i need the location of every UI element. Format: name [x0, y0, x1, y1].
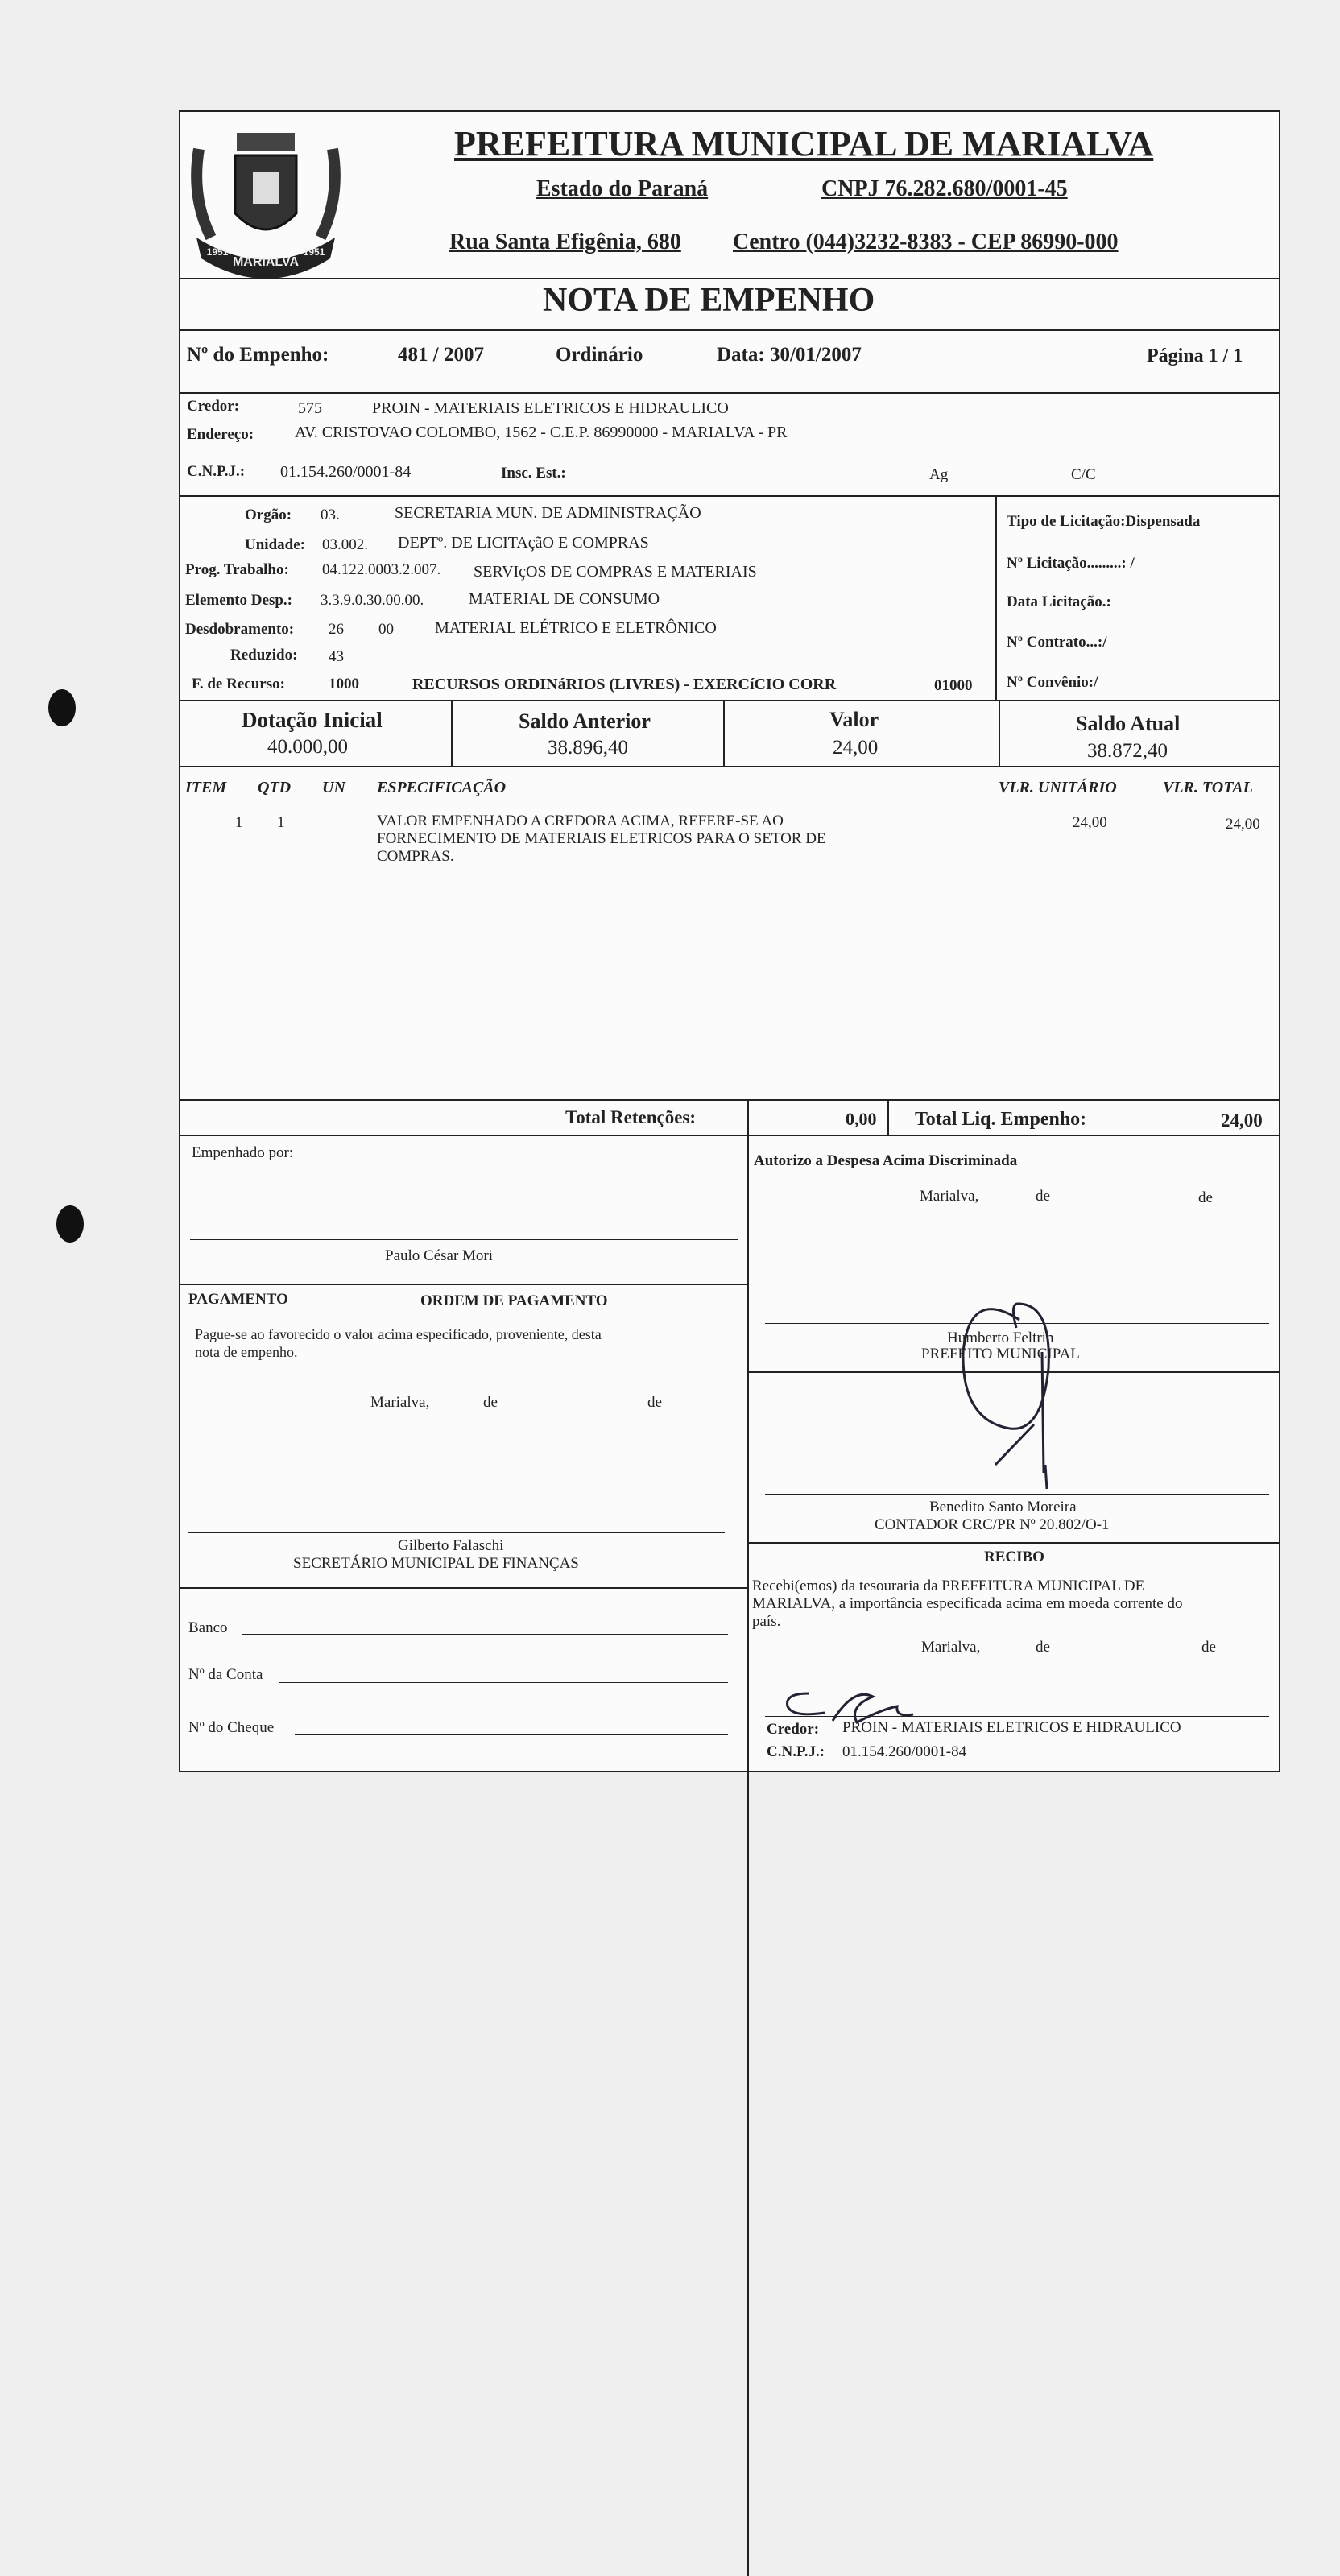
item-number: 1: [235, 814, 243, 831]
empenho-number: 481 / 2007: [398, 344, 484, 366]
elemento-label: Elemento Desp.:: [185, 592, 292, 609]
recurso-code: 1000: [329, 676, 359, 693]
item-vlr-total: 24,00: [1226, 816, 1260, 833]
licitacao-convenio: Nº Convênio:/: [1007, 674, 1098, 691]
recibo-line2: MARIALVA, a importância especificada acima em moeda corrente do: [752, 1595, 1183, 1612]
unidade-label: Unidade:: [245, 536, 305, 553]
prog-name: SERVIçOS DE COMPRAS E MATERIAIS: [474, 563, 757, 581]
conta-label: Nº da Conta: [188, 1666, 263, 1683]
autorizo-de2: de: [1198, 1189, 1213, 1206]
autorizo-de1: de: [1036, 1188, 1050, 1205]
desdobramento-name: MATERIAL ELÉTRICO E ELETRÔNICO: [435, 619, 717, 637]
reduzido-value: 43: [329, 648, 344, 665]
cheque-field[interactable]: [295, 1734, 728, 1735]
empenhado-label: Empenhado por:: [192, 1144, 294, 1161]
saldo-anterior-value: 38.896,40: [548, 737, 628, 759]
saldo-atual-value: 38.872,40: [1087, 740, 1168, 762]
punch-hole-bottom: [56, 1205, 84, 1243]
item-desc-line3: COMPRAS.: [377, 848, 454, 865]
cheque-label: Nº do Cheque: [188, 1719, 275, 1736]
empenho-label: Nº do Empenho:: [187, 344, 329, 366]
col-vlr-unitario: VLR. UNITÁRIO: [999, 779, 1117, 796]
recibo-cnpj-label: C.N.P.J.:: [767, 1743, 825, 1760]
recibo-line3: país.: [752, 1613, 781, 1630]
credor-name: PROIN - MATERIAIS ELETRICOS E HIDRAULICO: [372, 399, 729, 417]
recibo-cnpj-value: 01.154.260/0001-84: [842, 1743, 967, 1760]
saldo-atual-label: Saldo Atual: [1076, 712, 1181, 735]
recibo-de1: de: [1036, 1639, 1050, 1656]
dotacao-label: Dotação Inicial: [242, 708, 383, 732]
recurso-number: 01000: [934, 677, 973, 694]
prog-code: 04.122.0003.2.007.: [322, 561, 441, 578]
desdobramento-code: 26: [329, 621, 344, 638]
licitacao-data: Data Licitação.:: [1007, 593, 1111, 610]
item-desc-line2: FORNECIMENTO DE MATERIAIS ELETRICOS PARA O SETOR DE: [377, 830, 826, 847]
autorizo-place: Marialva,: [920, 1188, 979, 1205]
recibo-title: RECIBO: [984, 1548, 1044, 1565]
unidade-name: DEPTº. DE LICITAçãO E COMPRAS: [398, 534, 649, 552]
cc-label: C/C: [1071, 466, 1096, 483]
col-item: ITEM: [185, 779, 227, 796]
prefeito-name: Humberto Feltrin: [947, 1329, 1054, 1346]
credor-code: 575: [298, 399, 322, 417]
secretario-role: SECRETÁRIO MUNICIPAL DE FINANÇAS: [293, 1555, 579, 1572]
crest-banner: MARIALVA: [232, 255, 300, 269]
valor-label: Valor: [829, 708, 879, 731]
document-title: NOTA DE EMPENHO: [543, 282, 875, 319]
desdobramento-label: Desdobramento:: [185, 621, 295, 638]
autorizo-title: Autorizo a Despesa Acima Discriminada: [754, 1152, 1018, 1169]
item-vlr-unitario: 24,00: [1073, 814, 1107, 831]
prefeitura-street: Rua Santa Efigênia, 680: [449, 229, 681, 254]
pagamento-place: Marialva,: [370, 1394, 430, 1411]
recurso-label: F. de Recurso:: [192, 676, 285, 693]
empenho-date: Data: 30/01/2007: [717, 344, 862, 366]
credor-cnpj-value: 01.154.260/0001-84: [280, 463, 412, 481]
municipal-crest-icon: [187, 117, 345, 286]
orgao-code: 03.: [321, 507, 340, 523]
recibo-credor-value: PROIN - MATERIAIS ELETRICOS E HIDRAULICO: [842, 1719, 1181, 1736]
prog-label: Prog. Trabalho:: [185, 561, 289, 578]
crest-year-right: 1951: [303, 246, 325, 258]
punch-hole-top: [48, 689, 76, 726]
banco-field[interactable]: [242, 1634, 728, 1635]
col-un: UN: [322, 779, 345, 796]
desdobramento-sub: 00: [378, 621, 394, 638]
pagamento-text-line2: nota de empenho.: [195, 1344, 298, 1360]
endereco-label: Endereço:: [187, 426, 254, 443]
orgao-label: Orgão:: [245, 507, 292, 523]
reduzido-label: Reduzido:: [230, 647, 298, 664]
conta-field[interactable]: [279, 1682, 728, 1683]
licitacao-tipo: Tipo de Licitação:Dispensada: [1007, 513, 1201, 530]
contador-role: CONTADOR CRC/PR Nº 20.802/O-1: [875, 1516, 1110, 1533]
pagamento-label: PAGAMENTO: [188, 1291, 288, 1308]
prefeitura-title: PREFEITURA MUNICIPAL DE MARIALVA: [454, 124, 1154, 163]
page-number: Página 1 / 1: [1147, 345, 1243, 366]
retencoes-label: Total Retenções:: [565, 1107, 697, 1127]
licitacao-numero: Nº Licitação.........: /: [1007, 555, 1135, 572]
secretario-name: Gilberto Falaschi: [398, 1537, 504, 1554]
credor-label: Credor:: [187, 398, 240, 415]
pagamento-de2: de: [647, 1394, 662, 1411]
liquido-value: 24,00: [1221, 1110, 1263, 1131]
prefeitura-cnpj: CNPJ 76.282.680/0001-45: [821, 176, 1068, 201]
prefeitura-address: Centro (044)3232-8383 - CEP 86990-000: [733, 229, 1119, 254]
pagamento-de1: de: [483, 1394, 498, 1411]
ordem-pagamento-label: ORDEM DE PAGAMENTO: [420, 1292, 608, 1309]
prefeito-role: PREFEITO MUNICIPAL: [921, 1346, 1080, 1362]
banco-label: Banco: [188, 1619, 228, 1636]
saldo-anterior-label: Saldo Anterior: [519, 709, 651, 733]
ag-label: Ag: [929, 466, 949, 483]
valor-value: 24,00: [833, 737, 879, 759]
elemento-name: MATERIAL DE CONSUMO: [469, 590, 660, 608]
col-vlr-total: VLR. TOTAL: [1163, 779, 1253, 796]
col-qtd: QTD: [258, 779, 292, 796]
crest-year-left: 1951: [206, 246, 229, 258]
endereco-value: AV. CRISTOVAO COLOMBO, 1562 - C.E.P. 86990000 - MARIALVA - PR: [295, 424, 788, 441]
item-desc-line1: VALOR EMPENHADO A CREDORA ACIMA, REFERE-SE AO: [377, 812, 784, 829]
orgao-name: SECRETARIA MUN. DE ADMINISTRAÇÃO: [395, 504, 701, 522]
licitacao-contrato: Nº Contrato...:/: [1007, 634, 1107, 651]
empenho-type: Ordinário: [556, 344, 643, 366]
item-qtd: 1: [277, 814, 285, 831]
liquido-label: Total Liq. Empenho:: [915, 1109, 1087, 1130]
retencoes-value: 0,00: [846, 1109, 877, 1129]
elemento-code: 3.3.9.0.30.00.00.: [321, 592, 424, 609]
recibo-line1: Recebi(emos) da tesouraria da PREFEITURA MUNICIPAL DE: [752, 1577, 1145, 1594]
col-especificacao: ESPECIFICAÇÃO: [377, 779, 507, 796]
unidade-code: 03.002.: [322, 536, 368, 553]
empenhado-name: Paulo César Mori: [385, 1247, 494, 1264]
contador-name: Benedito Santo Moreira: [929, 1499, 1077, 1515]
credor-cnpj-label: C.N.P.J.:: [187, 463, 246, 480]
insc-label: Insc. Est.:: [501, 465, 566, 482]
recurso-name: RECURSOS ORDINáRIOS (LIVRES) - EXERCíCIO CORR: [412, 676, 837, 693]
recibo-credor-label: Credor:: [767, 1721, 820, 1738]
empenho-form: [179, 110, 1280, 1772]
dotacao-value: 40.000,00: [267, 736, 348, 758]
pagamento-text-line1: Pague-se ao favorecido o valor acima especificado, proveniente, desta: [195, 1326, 602, 1342]
recibo-place: Marialva,: [921, 1639, 981, 1656]
state-name: Estado do Paraná: [536, 176, 709, 201]
recibo-de2: de: [1201, 1639, 1216, 1656]
